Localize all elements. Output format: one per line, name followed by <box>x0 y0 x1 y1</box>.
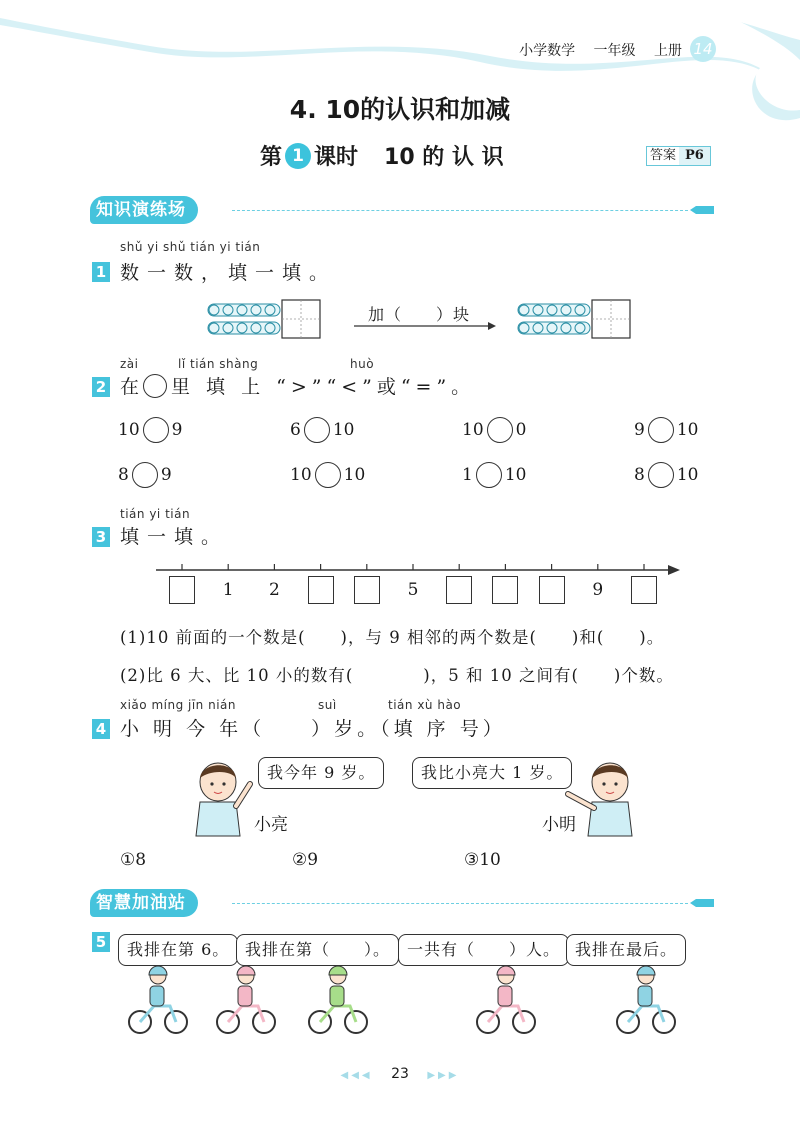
q1-text: 数一数，填一填。 <box>120 262 337 284</box>
number-line-blank[interactable] <box>492 576 518 604</box>
q4-pinyin-a: xiǎo míng jīn nián <box>120 698 236 712</box>
speech-bubble-child2: 我排在第（ ）。 <box>236 934 399 966</box>
q4-option-1[interactable]: ①8 <box>120 850 147 870</box>
q1-answer-box-right[interactable] <box>591 298 631 338</box>
children-on-bikes-illustration <box>120 966 680 1036</box>
compare-item: 1 10 <box>462 462 526 488</box>
q2-pinyin-zai: zài <box>120 357 139 371</box>
compare-item: 9 10 <box>634 417 698 443</box>
section-divider <box>232 210 688 211</box>
pencil-icon <box>690 899 714 907</box>
number-line-label: 2 <box>268 580 280 600</box>
speech-bubble-xiaoming: 我比小亮大 1 岁。 <box>412 757 572 789</box>
header-book-info <box>505 40 682 60</box>
q3-sub2: (2)比 6 大、比 10 小的数有( )，5 和 10 之间有( )个数。 <box>120 666 674 685</box>
child-on-bike <box>477 966 535 1033</box>
child-on-bike <box>217 966 275 1033</box>
compare-blank[interactable] <box>648 417 674 443</box>
number-line-blank[interactable] <box>446 576 472 604</box>
compare-item: 10 10 <box>290 462 365 488</box>
compare-blank[interactable] <box>143 417 169 443</box>
section-banner-practice: 知识演练场 <box>90 196 198 224</box>
q1-answer-box-left[interactable] <box>281 298 321 338</box>
speech-bubble-child4: 我排在最后。 <box>566 934 686 966</box>
child-on-bike <box>309 966 367 1033</box>
answer-label: 答案 <box>650 148 677 163</box>
q2-text-b: 里 填 上 “>”“<”或“=”。 <box>171 376 476 398</box>
lesson-prefix: 第 <box>260 145 283 170</box>
header-subject: 小学数学 <box>519 43 576 59</box>
q3-sub1: (1)10 前面的一个数是( )，与 9 相邻的两个数是( )和( )。 <box>120 628 665 647</box>
unit-title: 4. 10的认识和加减 <box>289 95 511 124</box>
q3-number: 3 <box>92 527 110 547</box>
compare-blank[interactable] <box>476 462 502 488</box>
lesson-number-badge: 1 <box>285 143 311 169</box>
number-line-blank[interactable] <box>308 576 334 604</box>
header-grade: 一年级 <box>593 43 636 59</box>
number-line-blank[interactable] <box>631 576 657 604</box>
lesson-suffix: 课时 <box>314 145 359 170</box>
number-line-blank[interactable] <box>169 576 195 604</box>
compare-blank[interactable] <box>304 417 330 443</box>
lesson-topic: 10 的 认 识 <box>384 145 504 170</box>
number-line-blank[interactable] <box>539 576 565 604</box>
number-line-blank[interactable] <box>354 576 380 604</box>
compare-item: 8 10 <box>634 462 698 488</box>
q2-text <box>120 372 475 399</box>
speech-bubble-child1: 我排在第 6。 <box>118 934 238 966</box>
compare-item: 8 9 <box>118 462 172 488</box>
circle-blank-icon <box>143 374 167 398</box>
q1-arrow-text: 加（ ）块 <box>368 305 471 324</box>
compare-blank[interactable] <box>315 462 341 488</box>
q2-text-a: 在 <box>120 376 140 398</box>
name-xiaoming: 小明 <box>542 815 576 835</box>
section-divider <box>232 903 688 904</box>
compare-blank[interactable] <box>487 417 513 443</box>
compare-item: 10 0 <box>462 417 526 443</box>
speech-bubble-child3: 一共有（ ）人。 <box>398 934 569 966</box>
q1-pinyin: shǔ yi shǔ tián yi tián <box>120 240 261 254</box>
q4-pinyin-b: suì <box>318 698 337 712</box>
q4-text: 小 明 今 年（ ）岁。（填 序 号） <box>120 718 506 740</box>
pencil-icon <box>690 206 714 214</box>
page-footer: ◀◀◀ 23 ▶▶▶ <box>340 1066 460 1082</box>
q3-text: 填一填。 <box>120 526 229 548</box>
child-on-bike <box>129 966 187 1033</box>
speech-bubble-xiaoliang: 我今年 9 岁。 <box>258 757 384 789</box>
q4-pinyin-c: tián xù hào <box>388 698 462 712</box>
q3-pinyin: tián yi tián <box>120 507 191 521</box>
compare-blank[interactable] <box>648 462 674 488</box>
q5-number: 5 <box>92 932 110 952</box>
q1-number: 1 <box>92 262 110 282</box>
q2-pinyin-huo: huò <box>350 357 375 371</box>
number-line-label: 9 <box>592 580 604 600</box>
q2-pinyin-mid: lǐ tián shàng <box>178 357 259 371</box>
compare-blank[interactable] <box>132 462 158 488</box>
lesson-title <box>260 140 504 171</box>
header-corner-page-number: 14 <box>690 36 716 62</box>
number-line-label: 1 <box>222 580 234 600</box>
number-line-label: 5 <box>407 580 419 600</box>
page-number: 23 <box>391 1066 409 1082</box>
q4-option-2[interactable]: ②9 <box>292 850 319 870</box>
boy-xiaoliang-illustration <box>190 758 260 838</box>
q2-number: 2 <box>92 377 110 397</box>
section-banner-challenge: 智慧加油站 <box>90 889 198 917</box>
compare-item: 6 10 <box>290 417 354 443</box>
q4-number: 4 <box>92 719 110 739</box>
answer-reference <box>646 146 711 166</box>
answer-page: P6 <box>679 147 710 165</box>
name-xiaoliang: 小亮 <box>254 815 288 835</box>
child-on-bike <box>617 966 675 1033</box>
q4-option-3[interactable]: ③10 <box>464 850 501 870</box>
compare-item: 10 9 <box>118 417 182 443</box>
header-volume: 上册 <box>654 43 682 59</box>
